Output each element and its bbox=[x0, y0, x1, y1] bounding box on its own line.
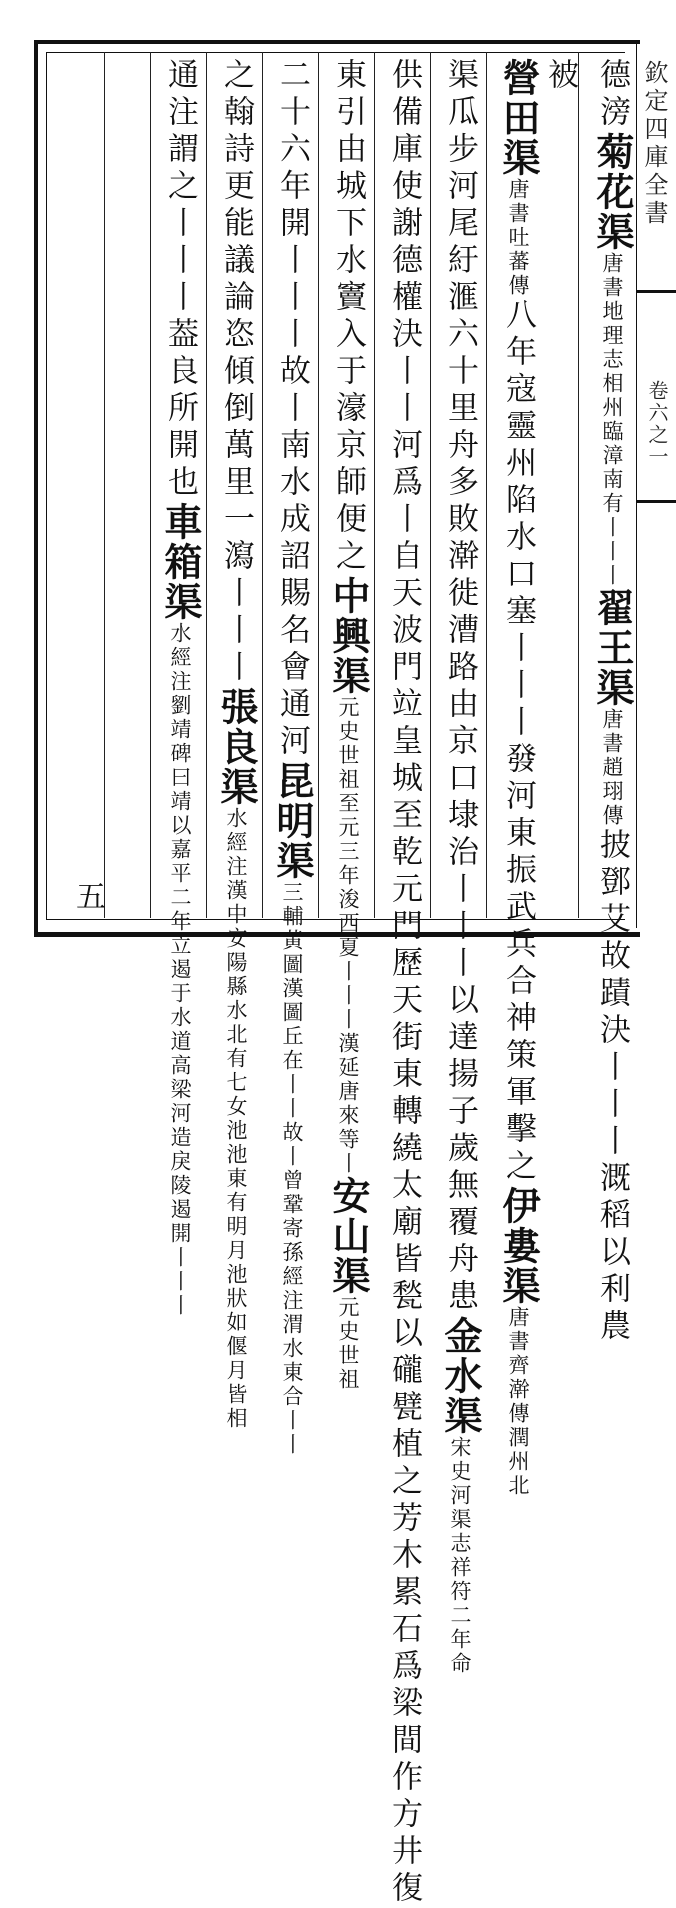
text-column-5 bbox=[380, 58, 424, 1908]
annotation-text: 三輔黃圖漢圖丘在丨丨故丨曾鞏寄孫經注渭水東合丨丨 bbox=[280, 881, 304, 1457]
body-text: 被 bbox=[542, 58, 578, 95]
annotation-text: 元史世祖至元三年浚西夏丨丨丨漢延唐來等丨 bbox=[336, 696, 360, 1176]
annotation-text: 水經注漢中安陽縣水北有七女池池東有明月池狀如偃月皆相 bbox=[224, 807, 248, 1431]
entry-heading: 張良渠 bbox=[214, 687, 259, 807]
entry-heading: 翟王渠 bbox=[590, 588, 635, 708]
annotation-text: 唐書齊澣傳潤州北 bbox=[506, 1306, 530, 1498]
annotation-text: 唐書吐蕃傳 bbox=[506, 178, 530, 298]
body-text: 滂 bbox=[594, 95, 630, 132]
column-rule bbox=[486, 52, 487, 918]
text-column-7 bbox=[268, 58, 315, 1457]
volume-mark: 卷六之一 bbox=[645, 380, 669, 468]
margin-divider bbox=[636, 290, 676, 293]
body-text: 二十六年開丨丨丨故丨南水成詔賜名會通河 bbox=[274, 58, 310, 761]
annotation-text: 水經注劉靖碑曰靖以嘉平二年立遏于水道高梁河造戾陵遏開丨丨丨 bbox=[168, 622, 192, 1318]
text-column-2 bbox=[542, 58, 580, 95]
body-text: 東引由城下水竇入于濠京師便之 bbox=[330, 58, 366, 576]
body-text: 通注謂之丨丨丨葢良所開也 bbox=[162, 58, 198, 502]
text-column-1 bbox=[584, 58, 635, 1346]
column-rule bbox=[104, 52, 105, 918]
annotation-text: 唐書趙珝傳 bbox=[600, 708, 624, 828]
entry-heading: 伊婁渠 bbox=[496, 1186, 541, 1306]
annotation-text: 宋史河渠志祥符二年命 bbox=[448, 1436, 472, 1676]
body-text: 八年寇靈州陷水口塞丨丨丨發河東振武兵合神策軍擊之 bbox=[500, 298, 536, 1186]
entry-heading: 菊花渠 bbox=[590, 132, 635, 252]
body-text: 渠瓜步河尾紆滙六十里舟多敗澣徙漕路由京口埭治丨丨丨以達揚子歲無覆舟患 bbox=[442, 58, 478, 1316]
annotation-text: 元史世祖 bbox=[336, 1296, 360, 1392]
entry-heading: 中興渠 bbox=[326, 576, 371, 696]
margin-divider bbox=[636, 500, 676, 503]
body-text: 之翰詩更能議論恣傾倒萬里一瀉丨丨丨 bbox=[218, 58, 254, 687]
column-rule bbox=[374, 52, 375, 918]
text-column-8 bbox=[212, 58, 259, 1431]
body-text: 供備庫使謝德權決丨丨河爲丨自天波門竝皇城至乾元門歷天街東轉繞太廟皆甃以礲甓植之芳木累石爲梁間作方井復 bbox=[386, 58, 422, 1908]
column-rule bbox=[262, 52, 263, 918]
body-text: 德 bbox=[594, 58, 630, 95]
entry-heading: 金水渠 bbox=[438, 1316, 483, 1436]
entry-heading: 安山渠 bbox=[326, 1176, 371, 1296]
column-rule bbox=[150, 52, 151, 918]
page-number: 五 bbox=[76, 880, 106, 915]
annotation-text: 唐書地理志相州臨漳南有丨丨丨 bbox=[600, 252, 624, 588]
text-column-6 bbox=[324, 58, 371, 1392]
column-rule bbox=[318, 52, 319, 918]
column-rule bbox=[578, 52, 579, 918]
body-text: 披鄧艾故蹟決丨丨丨溉稻以利農 bbox=[594, 828, 630, 1346]
entry-heading: 昆明渠 bbox=[270, 761, 315, 881]
entry-heading: 車箱渠 bbox=[158, 502, 203, 622]
text-column-9 bbox=[156, 58, 203, 1318]
entry-heading: 營田渠 bbox=[496, 58, 541, 178]
text-column-3 bbox=[494, 58, 541, 1498]
book-title-margin: 欽定四庫全書 bbox=[640, 60, 668, 228]
text-column-4 bbox=[436, 58, 483, 1676]
column-rule bbox=[430, 52, 431, 918]
column-rule bbox=[206, 52, 207, 918]
